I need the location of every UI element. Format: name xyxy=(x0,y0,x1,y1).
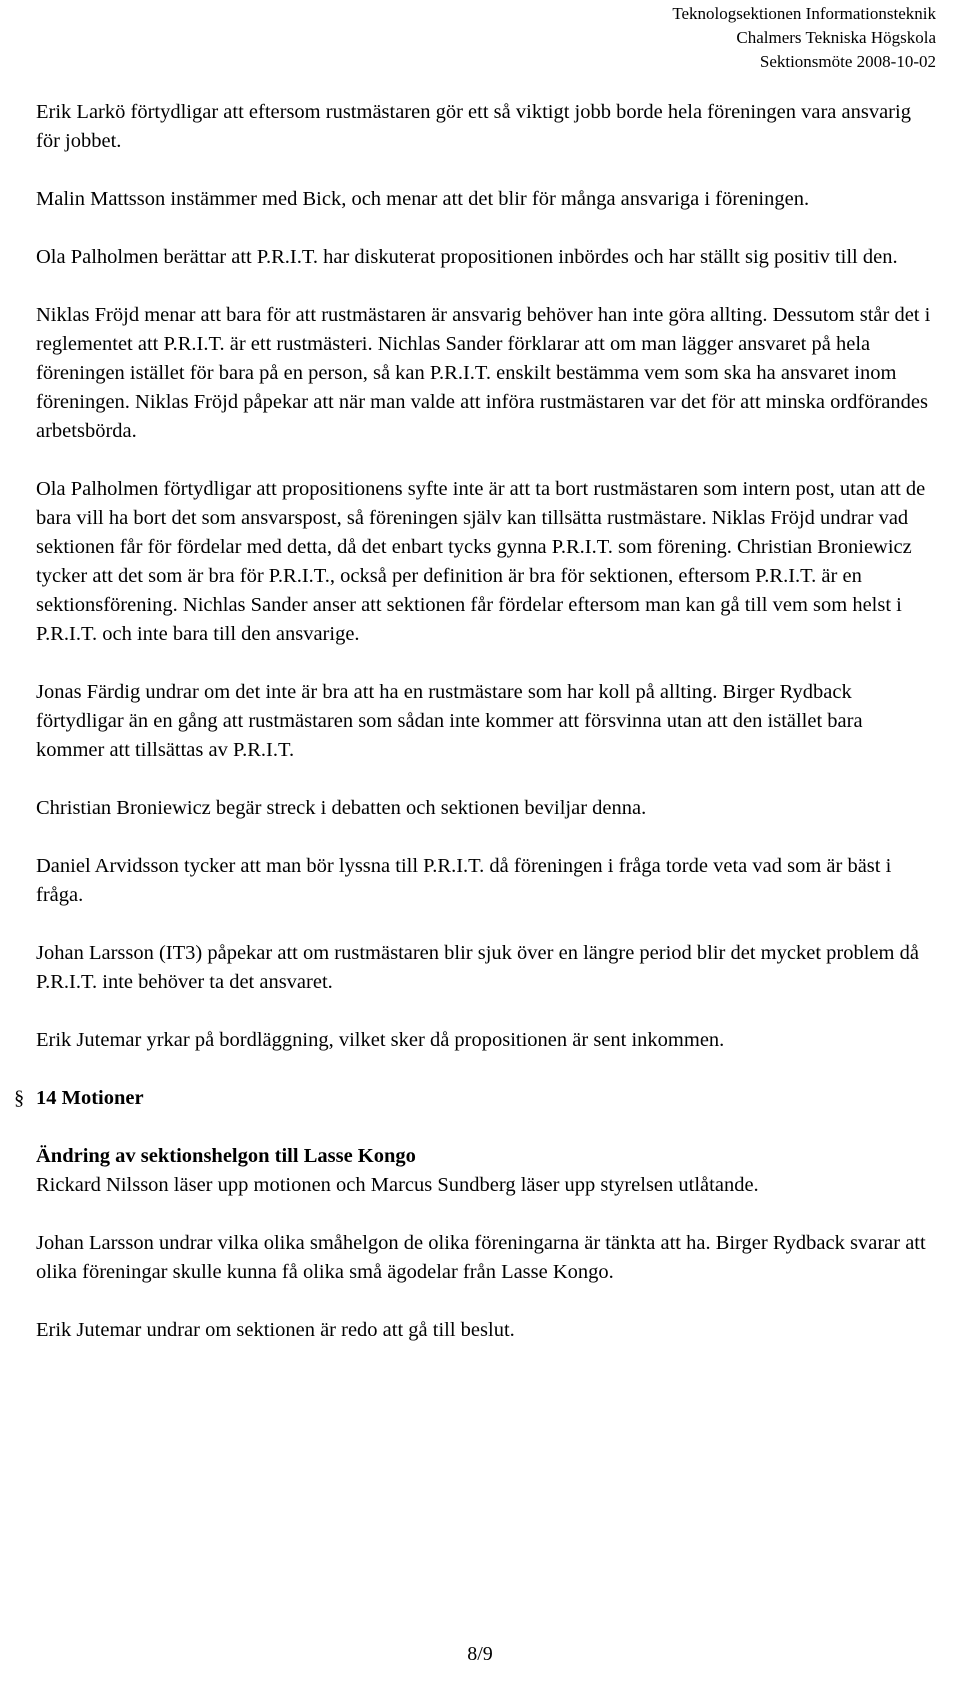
section-heading xyxy=(14,1084,936,1113)
paragraph: Jonas Färdig undrar om det inte är bra att ha en rustmästare som har koll på allting. Birger Rydback förtydligar än en gång att rustmästaren som sådan inte kommer att försvinna utan att den istället bara kommer att tillsättas av P.R.I.T. xyxy=(36,681,863,761)
header-university: Chalmers Tekniska Högskola xyxy=(736,28,936,47)
paragraph: Johan Larsson (IT3) påpekar att om rustmästaren blir sjuk över en längre period blir det mycket problem då P.R.I.T. inte behöver ta det ansvaret. xyxy=(36,942,919,993)
page-number: 8/9 xyxy=(467,1643,493,1665)
paragraph: Niklas Fröjd menar att bara för att rustmästaren är ansvarig behöver han inte göra allting. Dessutom står det i reglementet att P.R.I.T. är ett rustmästeri. Nichlas Sander förklarar att om man lägger ansvaret på hela föreningen istället för bara på en person, så kan P.R.I.T. enskilt bestämma vem som ska ha ansvaret inom föreningen. Niklas Fröjd påpekar att när man valde att införa rustmästaren var det för att minska ordförandes arbetsbörda. xyxy=(36,304,931,442)
paragraph: Erik Jutemar undrar om sektionen är redo att gå till beslut. xyxy=(36,1319,515,1341)
section-number: 14 xyxy=(36,1087,57,1109)
paragraph: Christian Broniewicz begär streck i debatten och sektionen beviljar denna. xyxy=(36,797,647,819)
paragraph: Erik Larkö förtydligar att eftersom rustmästaren gör ett så viktigt jobb borde hela föreningen vara ansvarig för jobbet. xyxy=(36,101,911,152)
paragraph: Malin Mattsson instämmer med Bick, och menar att det blir för många ansvariga i föreningen. xyxy=(36,188,810,210)
page-header xyxy=(672,2,936,74)
motion-title: Ändring av sektionshelgon till Lasse Kongo xyxy=(36,1145,416,1167)
paragraph: Ola Palholmen förtydligar att propositionens syfte inte är att ta bort rustmästaren som intern post, utan att de bara vill ha bort det som ansvarspost, så föreningen själv kan tillsätta rustmästare. Niklas Fröjd undrar vad sektionen får för fördelar med detta, då det enbart tycks gynna P.R.I.T. som förening. Christian Broniewicz tycker att det som är bra för P.R.I.T., också per definition är bra för sektionen, eftersom P.R.I.T. är en sektionsförening. Nichlas Sander anser att sektionen får fördelar eftersom man kan gå till vem som helst i P.R.I.T. och inte bara till den ansvarige. xyxy=(36,478,926,645)
paragraph: Daniel Arvidsson tycker att man bör lyssna till P.R.I.T. då föreningen i fråga torde veta vad som är bäst i fråga. xyxy=(36,855,892,906)
header-meeting-date: Sektionsmöte 2008-10-02 xyxy=(759,52,936,71)
document-body xyxy=(14,98,936,1374)
section-symbol: § xyxy=(14,1087,25,1109)
section-title: Motioner xyxy=(61,1087,144,1109)
motion-block xyxy=(36,1142,936,1200)
header-organization: Teknologsektionen Informationsteknik xyxy=(672,4,936,23)
paragraph: Erik Jutemar yrkar på bordläggning, vilket sker då propositionen är sent inkommen. xyxy=(36,1029,725,1051)
paragraph: Ola Palholmen berättar att P.R.I.T. har diskuterat propositionen inbördes och har ställt sig positiv till den. xyxy=(36,246,898,268)
motion-intro: Rickard Nilsson läser upp motionen och Marcus Sundberg läser upp styrelsen utlåtande. xyxy=(36,1174,759,1196)
paragraph: Johan Larsson undrar vilka olika småhelgon de olika föreningarna är tänkta att ha. Birger Rydback svarar att olika föreningar skulle kunna få olika små ägodelar från Lasse Kongo. xyxy=(36,1232,926,1283)
